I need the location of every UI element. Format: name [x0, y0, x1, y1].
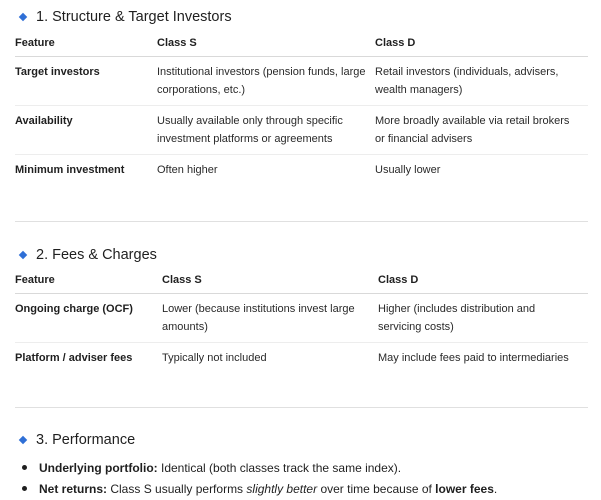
class-s-cell: Lower (because institutions invest large amounts) [162, 294, 378, 343]
dot-bullet-icon [22, 465, 27, 470]
column-header: Feature [15, 267, 162, 294]
bullet-text: Identical (both classes track the same index). [157, 460, 402, 475]
column-header: Feature [15, 30, 157, 57]
table-header-row [15, 30, 588, 57]
class-s-cell: Institutional investors (pension funds, large corporations, etc.) [157, 57, 375, 106]
section-divider [15, 221, 588, 222]
section-title: 3. Performance [36, 432, 136, 448]
bullet-strong: lower fees [435, 481, 494, 496]
feature-cell: Target investors [15, 57, 157, 106]
section-title: 1. Structure & Target Investors [36, 9, 232, 25]
section-heading-structure [16, 9, 232, 25]
column-header: Class S [162, 267, 378, 294]
bullet-text: . [493, 481, 498, 496]
section-title: 2. Fees & Charges [36, 247, 157, 263]
class-d-cell: May include fees paid to intermediaries [378, 352, 569, 364]
performance-list [22, 457, 497, 499]
class-d-cell: Usually lower [375, 164, 441, 176]
bullet-text: Class S usually performs [107, 481, 247, 496]
diamond-bullet-icon [19, 251, 27, 259]
bullet-label: Underlying portfolio: [39, 460, 158, 475]
bullet-label: Net returns: [39, 481, 108, 496]
feature-cell: Ongoing charge (OCF) [15, 294, 162, 343]
section-divider [15, 407, 588, 408]
class-d-cell: Retail investors (individuals, advisers, wealth managers) [375, 57, 588, 106]
class-d-cell: More broadly available via retail brokers or financial advisers [375, 106, 588, 155]
bullet-emphasis: slightly better [246, 481, 318, 496]
class-d-cell: Higher (includes distribution and servicing costs) [378, 294, 588, 343]
table-row [15, 106, 588, 155]
column-header: Class D [375, 30, 588, 57]
bullet-text: over time because of [317, 481, 436, 496]
column-header: Class S [157, 30, 375, 57]
dot-bullet-icon [22, 486, 27, 491]
feature-cell: Minimum investment [15, 164, 125, 176]
section-heading-performance [16, 432, 135, 448]
diamond-bullet-icon [19, 436, 27, 444]
column-header: Class D [378, 267, 588, 294]
section-heading-fees [16, 247, 157, 263]
list-item [22, 478, 497, 499]
table-row [15, 57, 588, 106]
table-row [15, 155, 588, 186]
fees-table [15, 267, 588, 373]
list-item [22, 457, 497, 478]
structure-table [15, 30, 588, 185]
feature-cell: Availability [15, 106, 157, 155]
table-header-row [15, 267, 588, 294]
class-s-cell: Usually available only through specific investment platforms or agreements [157, 106, 375, 155]
diamond-bullet-icon [19, 13, 27, 21]
table-row [15, 343, 588, 374]
feature-cell: Platform / adviser fees [15, 352, 133, 364]
class-s-cell: Often higher [157, 164, 218, 176]
class-s-cell: Typically not included [162, 352, 267, 364]
table-row [15, 294, 588, 343]
